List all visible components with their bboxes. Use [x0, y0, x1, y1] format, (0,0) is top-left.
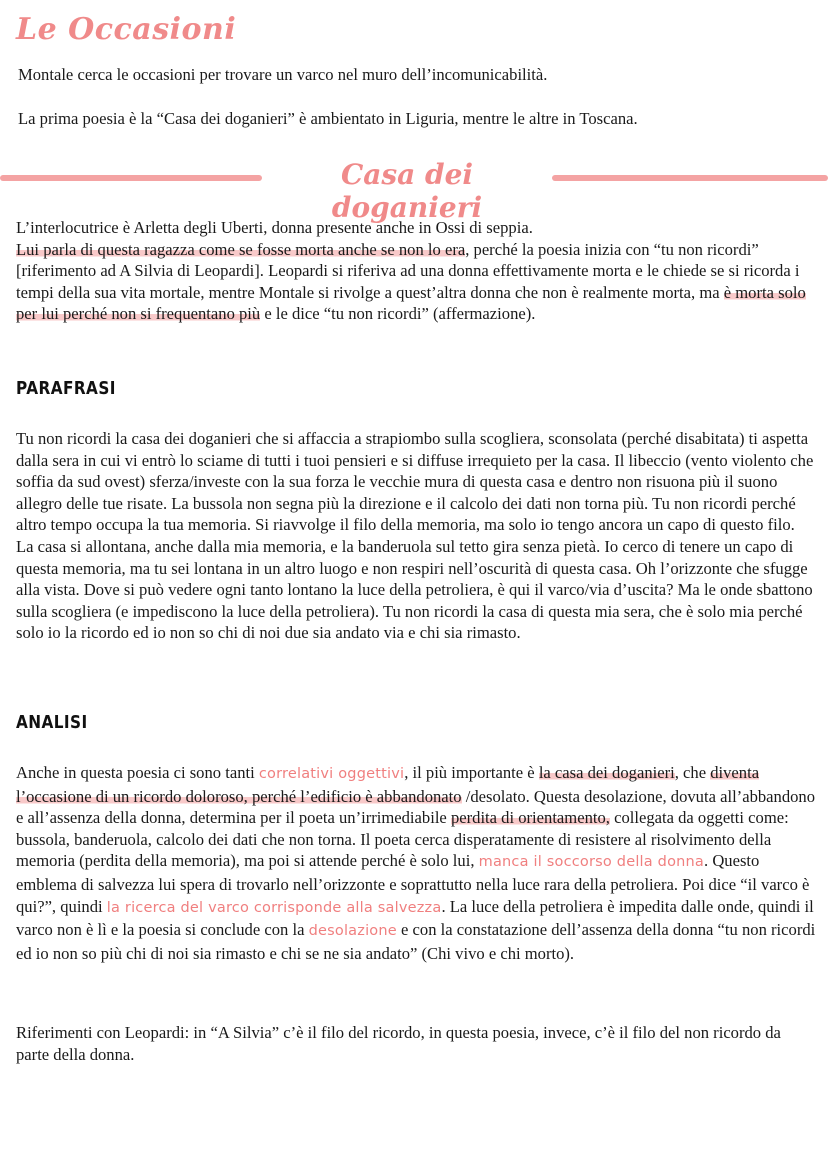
riferimenti-paragraph: Riferimenti con Leopardi: in “A Silvia” c’è il filo del ricordo, in questa poesia, invece, c’è il filo del non ricordo da parte della donna. — [16, 1023, 781, 1064]
page-title: Le Occasioni — [16, 12, 237, 47]
paragraph-text: /desolato. Questa desolazione, dovuta all’abbandono e all’assenza della donna, determina per il poeta un’irrimediabile — [16, 786, 816, 828]
keyword-annotation: desolazione — [308, 923, 397, 940]
keyword-annotation: correlativi oggettivi — [258, 766, 405, 782]
highlighted-text: è morta solo per lui perché non si frequentano più — [16, 282, 806, 324]
intro-paragraph — [16, 217, 816, 325]
intro-line-2: La prima poesia è la “Casa dei doganieri” è ambientato in Liguria, mentre le altre in Toscana. — [18, 109, 638, 128]
paragraph-text: e le dice “tu non ricordi” (affermazione). — [260, 304, 536, 324]
section-title: Casa dei doganieri — [331, 158, 483, 224]
analisi-paragraph — [16, 762, 816, 964]
banner-divider-right — [552, 175, 828, 181]
intro-line-1: Montale cerca le occasioni per trovare un varco nel muro dell’incomunicabilità. — [18, 65, 548, 84]
analisi-heading: ANALISI — [16, 712, 88, 733]
paragraph-text: collegata da oggetti come: bussola, banderuola, calcolo dei dati che non torna. Il poeta cerca disperatamente di resistere al risolvimento della memoria (perdita della memoria), ma poi si attende perché è solo lui, — [16, 808, 789, 871]
paragraph-text: . La luce della petroliera è impedita dalle onde, quindi il varco non è lì e la poesia si conclude con la — [16, 896, 814, 940]
banner-divider-left — [0, 175, 262, 181]
parafrasi-paragraph: Tu non ricordi la casa dei doganieri che si affaccia a strapiombo sulla scogliera, sconsolata (perché disabitata) ti aspetta dalla sera in cui vi entrò lo sciame di tutti i tuoi pensieri e si diffuse irrequieto per la casa. Il libeccio (vento violento che soffia da sud ovest) sferza/investe con la sua forza le vecchie mura di questa casa e dentro non risuona più il suono allegro delle tue risate. La bussola non segna più la direzione e il calcolo dei dati non torna più. Tu non ricordi perché altro tempo occupa la tua memoria. Si riavvolge il filo della memoria, ma solo io tengo ancora un capo di questo filo. La casa si allontana, anche dalla mia memoria, e la banderuola sul tetto gira senza pietà. Io cerco di tenere un capo di questa memoria, ma tu sei lontana in un altro luogo e non respiri nell’oscurità di questa casa. Oh l’orizzonte che sfugge alla vista. Dove si può vedere ogni tanto lontano la luce della petroliera, è qui il varco/via d’uscita? Ma le onde sbattono sulla scogliera (e impediscono la luce della petroliera). Tu non ricordi la casa di questa mia sera, che è solo mia perché solo io la ricordo ed io non so chi di noi due sia andato via e chi sia rimasto. — [16, 429, 814, 643]
highlighted-text: perdita di orientamento, — [450, 808, 610, 828]
paragraph-text: L’interlocutrice è Arletta degli Uberti, donna presente anche in Ossi di seppia. — [16, 218, 533, 237]
paragraph-text: , perché la poesia inizia con “tu non ricordi” [riferimento ad A Silvia di Leopardi]. Leopardi si riferiva ad una donna effettivamente morta e le chiede se si ricorda i tempi della sua vita mortale, mentre Montale si rivolge a quest’altra donna che non è realmente morta, ma — [16, 239, 800, 302]
highlighted-text: Lui parla di questa ragazza come se fosse morta anche se non lo era — [16, 239, 466, 259]
paragraph-text: e con la constatazione dell’assenza della donna “tu non ricordi ed io non so più chi di noi sia rimasto e chi se ne sia andato” (Chi vivo e chi morto). — [16, 920, 816, 963]
keyword-annotation: manca il soccorso della donna — [478, 854, 705, 871]
highlighted-text: la casa dei doganieri — [538, 763, 675, 782]
highlighted-text: diventa l’occasione di un ricordo doloroso, perché l’edificio è abbandonato — [16, 763, 760, 806]
paragraph-text: , il più importante è — [404, 763, 539, 782]
paragraph-text: . Questo emblema di salvezza lui spera di trovarlo nell’orizzonte e soprattutto nella luce rara della petroliera. Poi dice “il varco è qui?”, quindi — [16, 851, 810, 916]
paragraph-text: , che — [674, 763, 711, 782]
parafrasi-heading: PARAFRASI — [16, 378, 116, 399]
paragraph-text: Anche in questa poesia ci sono tanti — [16, 763, 259, 782]
keyword-annotation: la ricerca del varco corrisponde alla salvezza — [106, 899, 442, 916]
